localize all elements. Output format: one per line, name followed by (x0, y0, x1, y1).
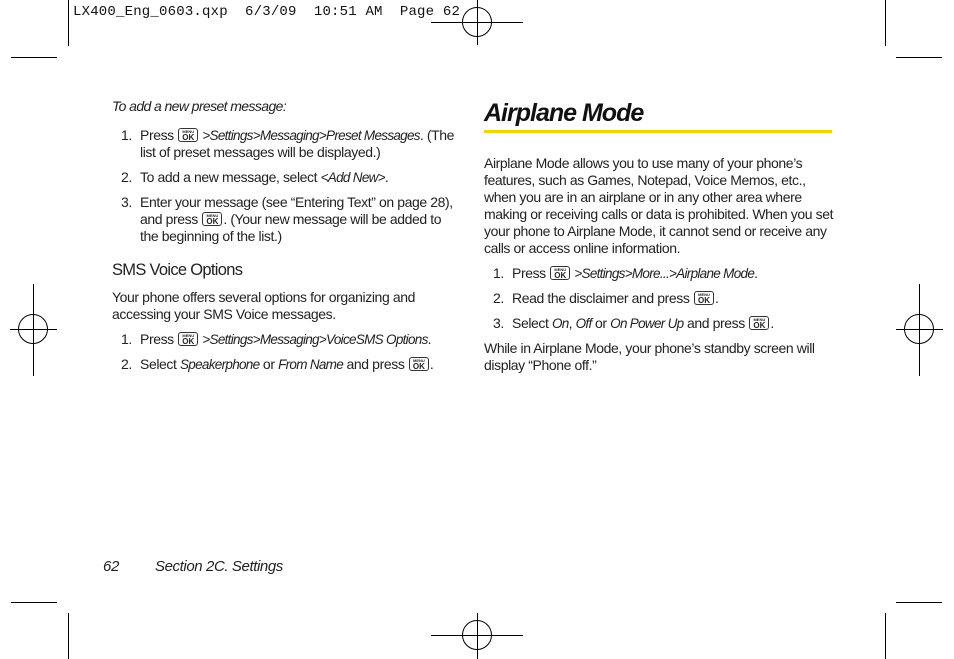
page-number: 62 (103, 558, 119, 575)
menu-ok-key-icon (694, 291, 714, 305)
print-slug: LX400_Eng_0603.qxp 6/3/09 10:51 AM Page 62 (73, 4, 461, 20)
list-item: 2. To add a new message, select <Add New>. (121, 169, 389, 185)
sms-voice-options-body: Your phone offers several options for organizing and accessing your SMS Voice messages. (112, 289, 415, 322)
list-item: 2. Select Speakerphone or From Name and press MENU OK. (112, 356, 457, 373)
menu-ok-key-icon (178, 128, 198, 142)
airplane-mode-intro: Airplane Mode allows you to use many of your phone’s features, such as Games, Notepad, Voice Memos, etc., when you are in an airplane or in any other area where making or receiving calls or data is prohibited. When you set your phone to Airplane Mode, it cannot send or receive any calls or access online information. (484, 155, 834, 256)
section-label: Section 2C. Settings (155, 558, 283, 575)
list-item: 1. Press MENU OK >Settings>Messaging>VoiceSMS Options. (112, 331, 457, 348)
preset-message-subheading: To add a new preset message: (112, 98, 287, 114)
preset-message-steps (112, 127, 457, 245)
list-item: 1. Press MENU OK >Settings>More...>Airplane Mode. (484, 265, 834, 282)
title-underline (484, 130, 832, 133)
list-item: 3. Select On, Off or On Power Up and press MENU OK. (484, 315, 834, 332)
airplane-mode-outro: While in Airplane Mode, your phone’s standby screen will display “Phone off.” (484, 340, 815, 373)
airplane-mode-steps (484, 265, 834, 332)
list-item: 3. Enter your message (see “Entering Text” on page 28), and press MENU OK. (Your new message will be added to the beginning of the list.) (112, 194, 457, 245)
list-item: 1. Press MENU OK >Settings>Messaging>Preset Messages. (The list of preset messages will be displayed.) (112, 127, 457, 161)
sms-voice-options-heading: SMS Voice Options (112, 261, 243, 279)
menu-ok-key-icon (749, 316, 769, 330)
menu-ok-key-icon (550, 266, 570, 280)
left-column (112, 98, 457, 381)
page-title: Airplane Mode (484, 99, 644, 127)
menu-ok-key-icon (202, 212, 222, 226)
sms-voice-steps (112, 331, 457, 373)
menu-ok-key-icon (409, 357, 429, 371)
list-item: 2. Read the disclaimer and press MENU OK. (484, 290, 834, 307)
right-column (484, 98, 834, 382)
menu-ok-key-icon (178, 332, 198, 346)
